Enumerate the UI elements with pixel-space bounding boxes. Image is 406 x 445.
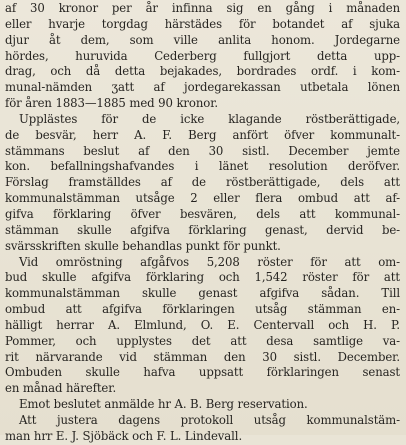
text-line: de besvär, herr A. F. Berg anfört öfver kommunalt- [5,127,400,142]
text-line: djur åt dem, som ville anlita honom. Jordegarne [5,32,400,47]
text-line: Pommer, och upplystes det att desa samtlige va- [5,333,400,348]
text-line: ombud att afgifva förklaringen utsåg stämman en- [5,302,400,317]
paragraph-vote [5,255,400,398]
text-line: stämmans beslut af den 30 sistl. December jemte [5,143,400,158]
text-line: svärsskriften skulle behandlas punkt för punkt. [5,238,281,253]
text-line: kommunalstämman skulle genast afgifva sådan. Till [5,286,400,301]
text-line: af 30 kronor per år infinna sig en gång i månaden [5,1,400,15]
paragraph-reservation [5,397,400,413]
text-line: hördes, huruvida Cederberg fullgjort detta upp- [5,48,400,63]
text-line: stämman skulle afgifva förklaring genast, dervid be- [5,222,400,237]
text-line: eller hvarje torgdag härstädes för botandet af sjuka [5,16,400,31]
text-line: bud skulle afgifva förklaring och 1,542 röster för att [5,270,400,285]
text-line: drag, och då detta bejakades, bordrades ordf. i kom- [5,64,400,79]
text-line: Förslag framställdes af de röstberättigade, dels att [5,175,400,190]
text-line: kommunalstämman utsåge 2 eller flera ombud att af- [5,191,400,206]
paragraph-complaint [5,112,400,255]
text-line: Upplästes för de icke klagande röstberättigade, [19,111,400,126]
text-line: munal-nämden ʒatt af jordegarekassan utbetala lönen [5,80,400,95]
text-line: Ombuden skulle hafva uppsatt förklaringen senast [5,365,400,380]
text-line: för åren 1883—1885 med 90 kronor. [5,96,219,111]
text-line: Vid omröstning afgåfvos 5,208 röster för att om- [19,254,400,269]
text-line: Att justera dagens protokoll utsåg kommunalstäm- [19,412,400,427]
text-line: Emot beslutet anmälde hr A. B. Berg reservation. [19,397,308,412]
text-line: gifva förklaring öfver besvären, dels att kommunal- [5,206,400,221]
text-line: rit närvarande vid stämman den 30 sistl. December. [5,349,400,364]
text-line: en månad härefter. [5,381,117,396]
paragraph-protocol [5,413,400,445]
text-line: man hrr E. J. Sjöbäck och F. L. Lindevall. [5,428,243,443]
text-line: hälligt herrar A. Elmlund, O. E. Centervall och H. P. [5,317,400,332]
paragraph-veterinary-salary [5,1,400,112]
text-line: kon. befallningshafvandes i länet resolution deröfver. [5,159,400,174]
